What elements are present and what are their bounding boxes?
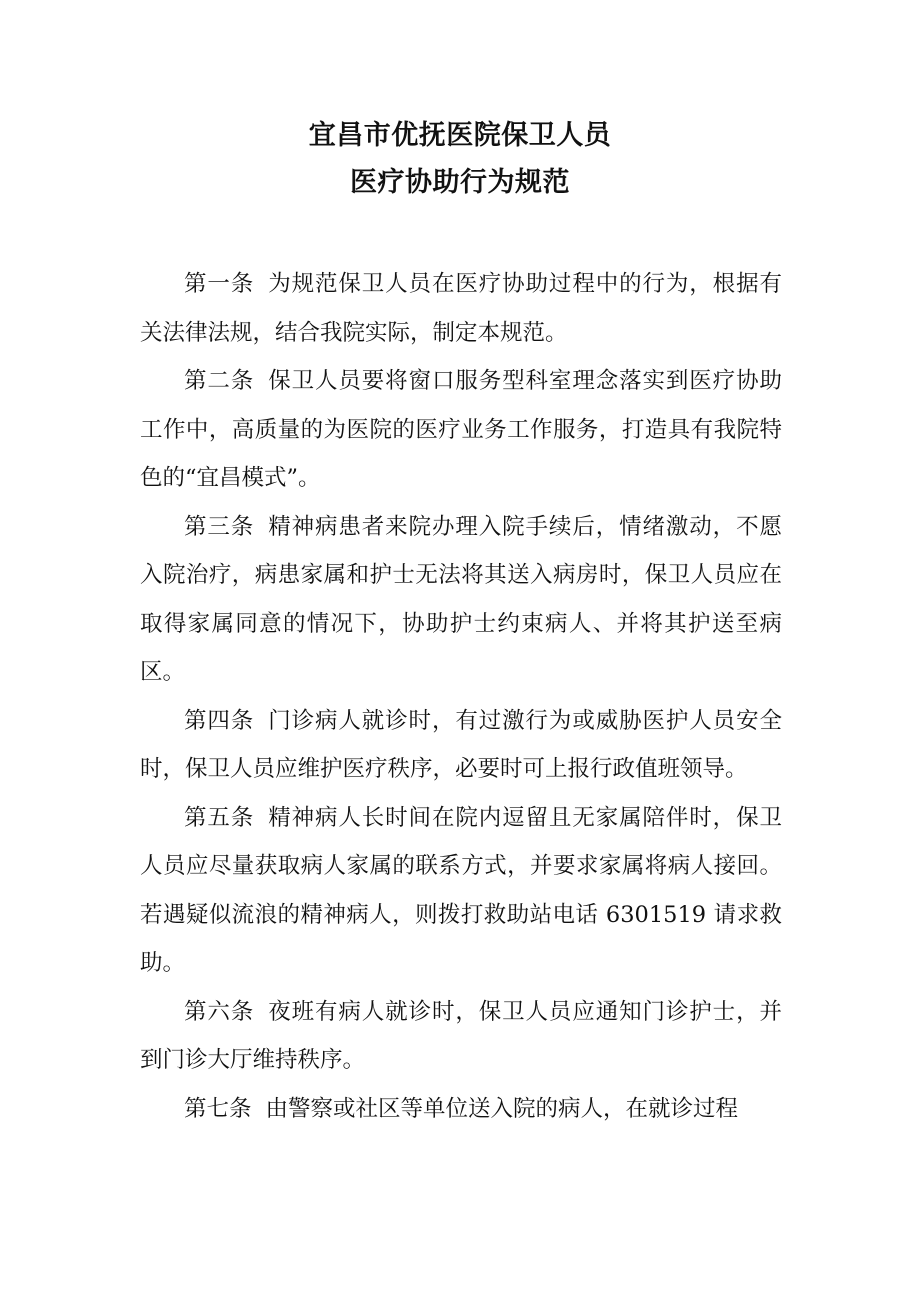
article-text: 由警察或社区等单位送入院的病人，在就诊过程 [265,1095,739,1122]
article-label: 第七条 [184,1095,252,1122]
article-text: 精神病人长时间在院内逗留且无家属陪伴时，保卫人员应尽量获取病人家属的联系方式，并要求家属将病人接回。若遇疑似流浪的精神病人，则拨打救助站电话 6301519 请求救助。 [140,804,782,976]
document-body [140,260,782,1133]
article-7 [140,1085,782,1134]
article-2 [140,357,782,503]
title-line-1: 宜昌市优抚医院保卫人员 [308,120,612,151]
article-label: 第三条 [184,513,255,540]
article-label: 第六条 [184,998,255,1025]
article-label: 第一条 [184,271,255,297]
article-label: 第五条 [184,804,255,831]
article-4 [140,697,782,794]
article-text: 精神病患者来院办理入院手续后，情绪激动，不愿入院治疗，病患家属和护士无法将其送入病房时，保卫人员应在取得家属同意的情况下，协助护士约束病人、并将其护送至病区。 [140,513,782,685]
article-1 [140,260,782,357]
article-5 [140,794,782,988]
article-text: 夜班有病人就诊时，保卫人员应通知门诊护士，并到门诊大厅维持秩序。 [140,998,782,1073]
article-6 [140,988,782,1085]
article-text: 为规范保卫人员在医疗协助过程中的行为，根据有关法律法规，结合我院实际，制定本规范。 [140,271,782,346]
article-text: 门诊病人就诊时，有过激行为或威胁医护人员安全时，保卫人员应维护医疗秩序，必要时可上报行政值班领导。 [140,707,782,782]
title-line-2: 医疗协助行为规范 [350,167,570,198]
article-3 [140,503,782,697]
article-label: 第二条 [184,368,255,394]
document-title [0,112,920,206]
article-label: 第四条 [184,707,255,734]
article-text: 保卫人员要将窗口服务型科室理念落实到医疗协助工作中，高质量的为医院的医疗业务工作服务，打造具有我院特色的“宜昌模式”。 [140,368,782,491]
